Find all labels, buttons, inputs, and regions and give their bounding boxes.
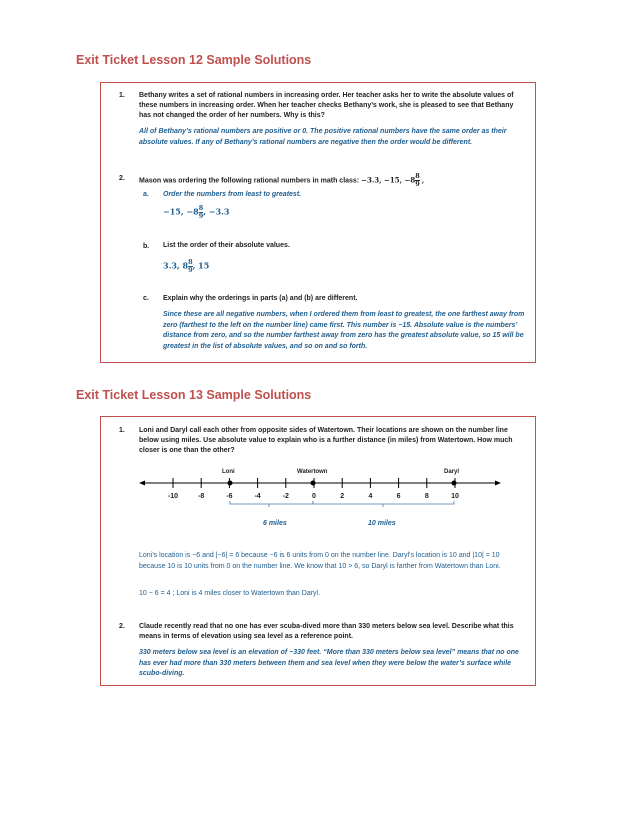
loni-point xyxy=(228,481,233,486)
frac-top: 8 xyxy=(198,204,204,212)
qc-text: Explain why the orderings in parts (a) and (b) are different. xyxy=(163,295,358,302)
tick-label: 10 xyxy=(451,493,459,500)
number-line-graphic xyxy=(101,465,537,535)
frac-top: 8 xyxy=(188,258,193,266)
right-arrow-icon xyxy=(495,481,501,486)
point-label-daryl: Daryl xyxy=(444,469,460,475)
brace-right xyxy=(313,501,454,507)
s2-q2-number: 2. xyxy=(119,623,125,630)
section1-title: Exit Ticket Lesson 12 Sample Solutions xyxy=(76,53,312,67)
q1-number: 1. xyxy=(119,92,125,99)
brace-left xyxy=(230,501,313,507)
q1-answer: All of Bethany’s rational numbers are positive or 0. The positive rational numbers have the same order as their absolute values. If any of Bethany’s rational numbers are negative then the order would be different. xyxy=(139,128,507,146)
qb-answer-left: 3.3, 8 xyxy=(163,260,189,271)
qc-answer: Since these are all negative numbers, when I ordered them from least to greatest, the one farthest away from zero (farthest to the left on the number line) came first. This number is −15. Absolute value is the numbers’ distance from zero, and so the number farthest away from zero has the greatest absolute value, so 15 will be greatest in the list of absolute values, and so on and so forth. xyxy=(163,311,525,350)
tick-label: -2 xyxy=(282,493,289,500)
frac-top: 8 xyxy=(415,172,420,180)
q2-numbers: −3.3, −15, −8 xyxy=(361,175,416,185)
q1-text: Bethany writes a set of rational numbers in increasing order. Her teacher asks her to write the absolute values of these numbers in increasing order. When her teacher checks Bethany’s work, she is pleased to see that Bethany has not changed the order of her numbers. Why is this? xyxy=(139,92,514,119)
qa-answer xyxy=(163,205,229,220)
section1-box xyxy=(100,82,536,363)
s2-q2-text: Claude recently read that no one has ever scuba-dived more than 330 meters below sea level. Describe what this means in terms of elevation using sea level as a reference point. xyxy=(139,623,514,640)
qa-answer-right: , −3.3 xyxy=(203,206,230,217)
tick-label: 2 xyxy=(340,493,345,500)
tick-label: 4 xyxy=(368,493,373,500)
daryl-point xyxy=(452,481,457,486)
s2-q1-text: Loni and Daryl call each other from opposite sides of Watertown. Their locations are shown on the number line below using miles. Use absolute value to explain who is a further distance (in miles) from Watertown. How much closer is one than the other? xyxy=(139,427,513,454)
qa-answer-left: −15, −8 xyxy=(163,206,199,217)
qb-label: b. xyxy=(143,243,150,250)
qa-label: a. xyxy=(143,191,149,198)
qa-text: Order the numbers from least to greatest. xyxy=(163,191,302,198)
point-label-watertown: Watertown xyxy=(297,469,328,475)
q2-text: Mason was ordering the following rational numbers in math class: xyxy=(139,177,360,185)
tick-label: 6 xyxy=(396,493,401,500)
qc-label: c. xyxy=(143,295,149,302)
tick-label: 8 xyxy=(424,493,429,500)
tick-label: -8 xyxy=(198,493,205,500)
q2-number: 2. xyxy=(119,175,125,182)
s2-q1-number: 1. xyxy=(119,427,125,434)
qb-answer xyxy=(163,259,209,274)
frac-bottom: 9 xyxy=(188,266,193,274)
section2-box xyxy=(100,416,536,686)
tick-label: -6 xyxy=(226,493,233,500)
number-line xyxy=(101,465,537,535)
s2-q2-answer: 330 meters below sea level is an elevation of −330 feet. “More than 330 meters below sea level” means that no one has ever had more than 330 meters between them and sea level when they were below the water’s surface while scubo-diving. xyxy=(139,649,519,677)
watertown-point xyxy=(311,481,316,486)
section2-title: Exit Ticket Lesson 13 Sample Solutions xyxy=(76,388,312,402)
q2-fraction xyxy=(415,173,420,188)
brace-right-label: 10 miles xyxy=(368,520,396,527)
s2-q1-answer-p1: Loni’s location is −6 and |−6| = 6 because −6 is 6 units from 0 on the number line. Daryl’s location is 10 and |10| = 10 because 10 is 10 units from 0 on the number line. We know that 10 > 6, so Daryl is farther from Watertown than Loni. xyxy=(139,552,501,570)
tick-label: 0 xyxy=(312,493,316,500)
s2-q1-answer-p2: 10 − 6 = 4 ; Loni is 4 miles closer to Watertown than Daryl. xyxy=(139,590,321,597)
q2-line: Mason was ordering the following rational numbers in math class: −3.3, −15, −8 $\frac{8}{9}$ , xyxy=(139,172,425,188)
qb-answer-right: , 15 xyxy=(192,260,210,271)
tick-label: -10 xyxy=(167,493,179,500)
point-label-loni: Loni xyxy=(222,469,235,475)
left-arrow-icon xyxy=(139,481,145,486)
frac-bottom: 9 xyxy=(415,180,420,188)
qb-text: List the order of their absolute values. xyxy=(163,242,290,249)
tick-label: -4 xyxy=(254,493,261,500)
frac-bottom: 9 xyxy=(198,212,204,220)
brace-left-label: 6 miles xyxy=(263,520,287,527)
